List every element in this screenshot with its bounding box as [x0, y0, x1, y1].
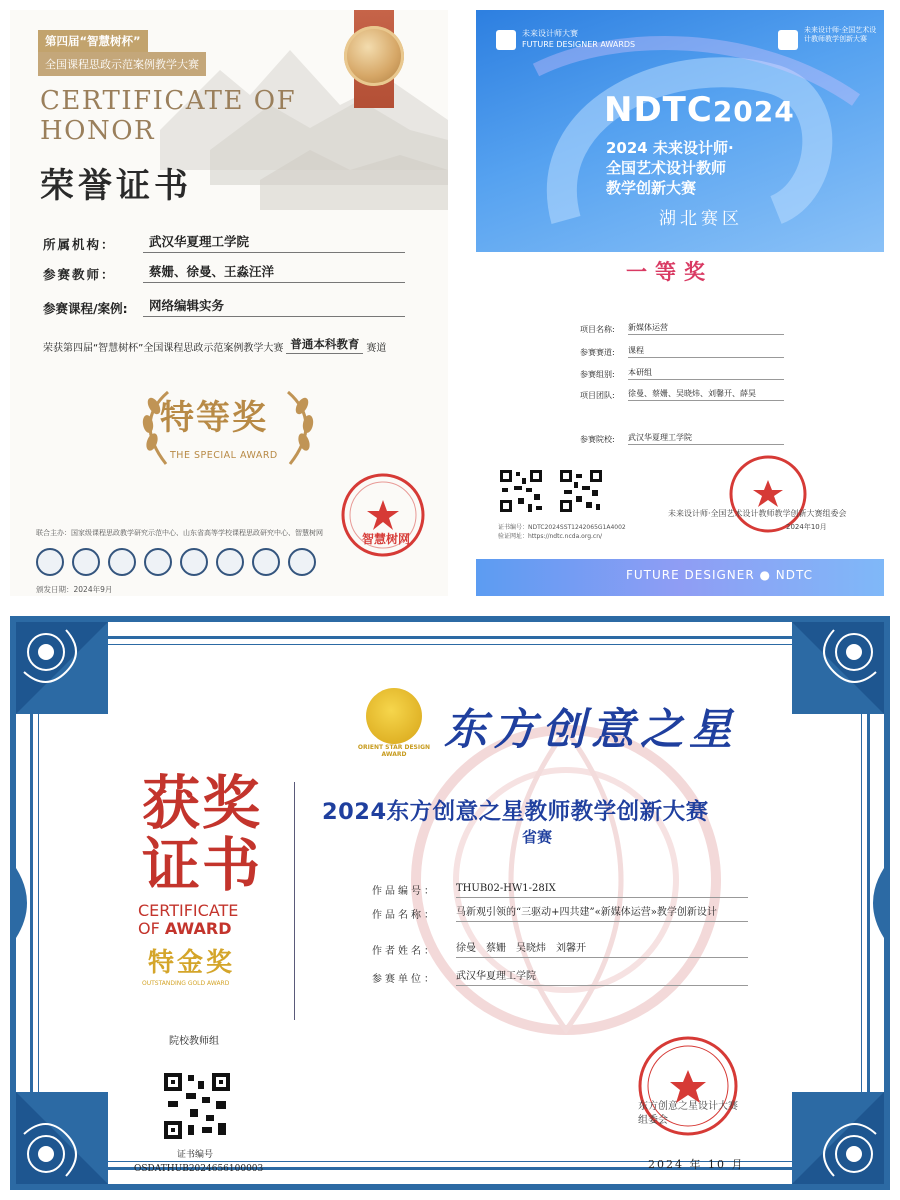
- organizer-logo-icon: [288, 548, 316, 576]
- header-left-text: [522, 28, 635, 50]
- field-label: 参赛组别:: [580, 370, 615, 379]
- field-value: 武汉华夏理工学院: [456, 970, 748, 986]
- corner-ornament-icon: [16, 622, 108, 714]
- field-value: 武汉华夏理工学院: [143, 232, 405, 253]
- vertical-divider: [294, 782, 295, 1020]
- field-value: 蔡姗、徐曼、王淼汪洋: [143, 262, 405, 283]
- region-label: 湖北赛区: [659, 209, 743, 229]
- field-value: 武汉华夏理工学院: [628, 432, 784, 445]
- field-track: [580, 345, 784, 358]
- field-label: 参赛教师：: [43, 267, 116, 282]
- award-prefix: 荣获第四届“智慧树杯”全国课程思政示范案例教学大赛: [43, 343, 284, 354]
- header-left-line: 未来设计师大赛: [522, 29, 578, 38]
- field-teachers: [43, 262, 405, 283]
- field-authors: [372, 942, 748, 958]
- title-en-of: OF: [138, 919, 165, 938]
- field-course: [43, 296, 405, 317]
- title-chinese: [142, 769, 272, 899]
- organizer-logo-icon: [72, 548, 100, 576]
- organizer-logo-icon: [36, 548, 64, 576]
- award-title-english: OUTSTANDING GOLD AWARD: [142, 980, 230, 987]
- award-title-english: THE SPECIAL AWARD: [170, 450, 278, 461]
- orient-star-certificate: [10, 616, 890, 1190]
- contest-line: 2024 未来设计师·: [606, 139, 734, 157]
- field-work-number: [372, 882, 748, 898]
- brand-name: NDTC: [604, 90, 713, 130]
- field-value: 新媒体运营: [628, 322, 784, 335]
- field-label: 参赛课程/案例:: [43, 301, 128, 316]
- organizer-logo-icon: [216, 548, 244, 576]
- title-en-award: AWARD: [164, 919, 232, 938]
- contest-line: 教学创新大赛: [606, 179, 697, 197]
- ndtc-certificate: [476, 10, 884, 596]
- field-project: [580, 322, 784, 335]
- corner-ornament-icon: [792, 1092, 884, 1184]
- verify-url: 验证网址：https://ndtc.ncda.org.cn/: [498, 533, 603, 540]
- title-line: 获奖: [142, 769, 263, 837]
- field-label: 作者姓名：: [372, 946, 437, 957]
- award-statement: [43, 336, 386, 354]
- orient-star-logo-icon: [366, 688, 422, 744]
- field-label: 项目团队:: [580, 391, 615, 400]
- issue-date: 2024 年 10 月: [648, 1158, 745, 1171]
- title-en-line: CERTIFICATE: [138, 901, 239, 920]
- issue-date: 颁发日期：2024年9月: [36, 585, 113, 594]
- ndtc-brand: [604, 90, 795, 130]
- side-ornament-icon: [16, 868, 38, 938]
- field-label: 参赛院校:: [580, 435, 615, 444]
- brand-year: 2024: [712, 95, 795, 128]
- qr-code-icon: [558, 468, 604, 514]
- title-english: CERTIFICATE OF HONOR: [40, 86, 297, 146]
- field-value: 网络编辑实务: [143, 296, 405, 317]
- field-label: 作品名称：: [372, 910, 437, 921]
- field-value: 徐曼 蔡姗 吴晓炜 刘馨开: [456, 942, 748, 958]
- title-chinese: 荣誉证书: [40, 166, 192, 206]
- organizer-logo-icon: [108, 548, 136, 576]
- certificate-number: OSDATHUB2024656100003: [134, 1164, 264, 1174]
- field-label: 项目名称:: [580, 325, 615, 334]
- organizer-logo-icon: [252, 548, 280, 576]
- contest-level: 省赛: [522, 828, 553, 846]
- qr-code-icon: [498, 468, 544, 514]
- honor-certificate: [10, 10, 448, 596]
- logo-text: ORIENT STAR DESIGN AWARD: [357, 744, 431, 758]
- field-group: [580, 367, 784, 380]
- gold-medal-icon: [344, 26, 404, 86]
- organizer-logo-icon: [144, 548, 172, 576]
- qr-code-icon: [162, 1071, 232, 1141]
- field-value: 本研组: [628, 367, 784, 380]
- organizers-line: 联合主办：国家级课程思政教学研究示范中心、山东省高等学校课程思政研究中心、智慧树网: [36, 529, 323, 537]
- side-ornament-icon: [862, 868, 884, 938]
- organizer-logos: [36, 548, 316, 576]
- edition-label: 第四届“智慧树杯”: [38, 30, 148, 52]
- field-school: [580, 432, 784, 445]
- contest-line: 全国艺术设计教师: [606, 159, 727, 177]
- header-left-line: FUTURE DESIGNER AWARDS: [522, 40, 636, 49]
- title-line: 证书: [142, 831, 263, 899]
- title-english: [138, 902, 238, 938]
- award-suffix: 赛道: [366, 343, 387, 354]
- contest-title: [606, 138, 786, 198]
- field-label: 参赛单位：: [372, 974, 437, 985]
- certificate-number-label: 证书编号: [177, 1150, 214, 1160]
- fda-logo-icon: [496, 30, 516, 50]
- award-track: 普通本科教育: [286, 336, 363, 354]
- field-institution: [43, 232, 405, 253]
- organizing-committee: 东方创意之星设计大赛组委会: [638, 1101, 738, 1126]
- organizing-committee: 未来设计师·全国艺术设计教师教学创新大赛组委会: [668, 509, 847, 518]
- field-value: 课程: [628, 345, 784, 358]
- prize-title: 一等奖: [626, 260, 713, 284]
- organizer-logo-icon: [180, 548, 208, 576]
- corner-ornament-icon: [792, 622, 884, 714]
- field-work-name: [372, 906, 748, 922]
- field-value: 马新观引领的“三驱动+四共建”«新媒体运营»教学创新设计: [456, 906, 748, 922]
- contest-name: 全国课程思政示范案例教学大赛: [38, 52, 206, 76]
- field-value: THUB02-HW1-28IX: [456, 882, 748, 898]
- brand-calligraphy: 东方创意之星: [444, 705, 738, 755]
- field-label: 参赛赛道:: [580, 348, 615, 357]
- ndtc-logo-icon: [778, 30, 798, 50]
- field-team: [580, 388, 784, 401]
- contest-title: 2024东方创意之星教师教学创新大赛: [322, 799, 709, 825]
- field-label: 所属机构：: [43, 237, 116, 252]
- field-label: 作品编号：: [372, 886, 437, 897]
- field-value: 徐曼、蔡姗、吴晓炜、刘馨开、薛昊: [628, 388, 784, 401]
- award-title: 特等奖: [160, 398, 268, 438]
- certificate-number: 证书编号：NDTC2024SST1242065G1A4002: [498, 524, 626, 531]
- footer-brand: FUTURE DESIGNER ● NDTC: [626, 568, 814, 582]
- category-group: 院校教师组: [169, 1036, 219, 1047]
- corner-ornament-icon: [16, 1092, 108, 1184]
- issue-date: 2024年10月: [786, 523, 827, 531]
- field-unit: [372, 970, 748, 986]
- seal-brand: 智慧树网: [362, 532, 411, 546]
- header-right-text: 未来设计师·全国艺术设计教师教学创新大赛: [804, 26, 877, 43]
- award-title: 特金奖: [148, 948, 236, 978]
